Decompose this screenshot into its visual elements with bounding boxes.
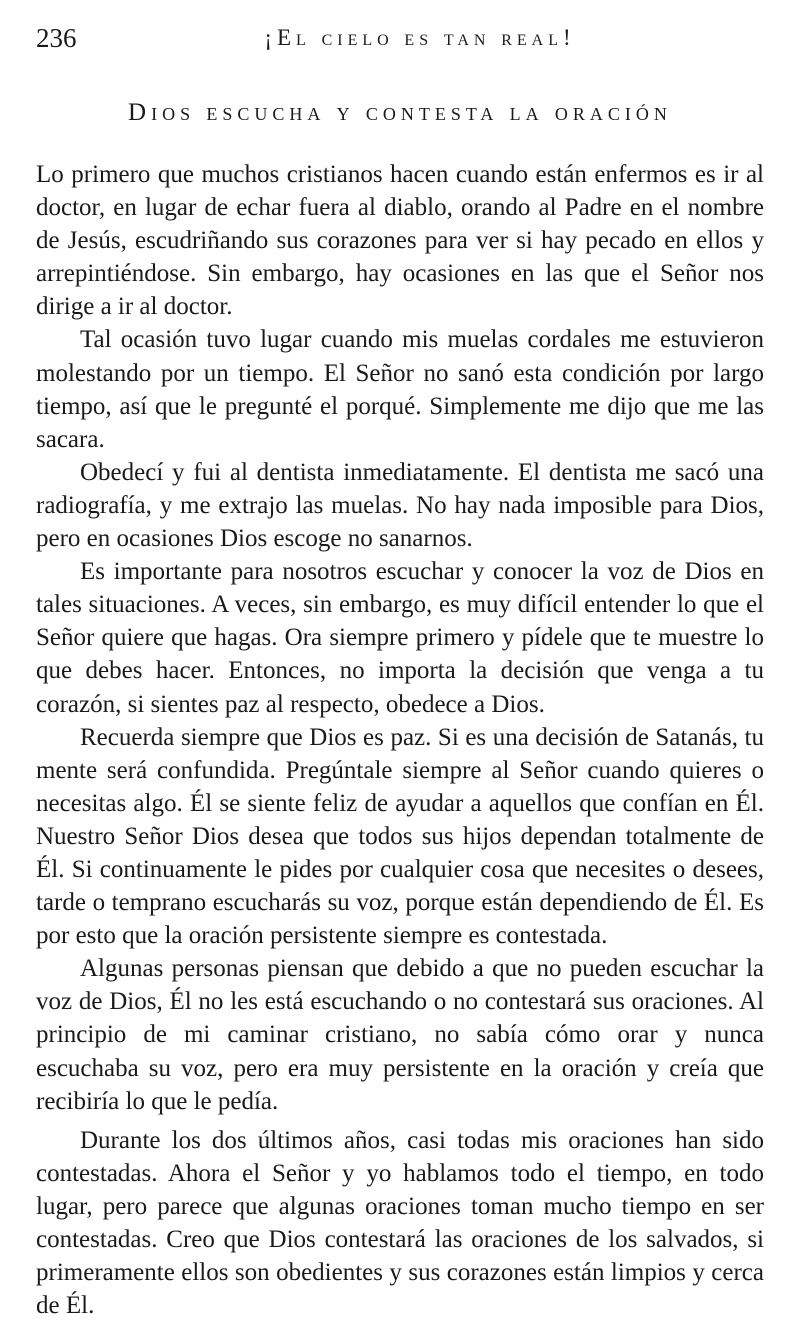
paragraph: Tal ocasión tuvo lugar cuando mis muelas cordales me estuvieron molestando por un tiempo. El Señor no sanó esta condición por largo tiempo, así que le pregunté el porqué. Simplemente me dijo que me las sacara. bbox=[36, 326, 764, 453]
paragraph: Es importante para nosotros escuchar y conocer la voz de Dios en tales situaciones. A veces, sin embargo, es muy difícil entender lo que el Señor quiere que hagas. Ora siempre primero y pídele que te muestre lo que debes hacer. Entonces, no importa la decisión que venga a tu corazón, si sientes paz al respecto, obedece a Dios. bbox=[36, 558, 764, 718]
body-text bbox=[36, 158, 764, 1322]
paragraph: Recuerda siempre que Dios es paz. Si es una decisión de Satanás, tu mente será confundida. Pregúntale siempre al Señor cuando quieres o necesitas algo. Él se siente feliz de ayudar a aquellos que confían en Él. Nuestro Señor Dios desea que todos sus hijos dependan totalmente de Él. Si continuamente le pides por cualquier cosa que necesites o desees, tarde o temprano escucharás su voz, porque están dependiendo de Él. Es por esto que la oración persistente siempre es contestada. bbox=[36, 723, 764, 950]
section-heading: Dios escucha y contesta la oración bbox=[128, 99, 672, 126]
paragraph: Obedecí y fui al dentista inmediatamente. El dentista me sacó una radiografía, y me extrajo las muelas. No hay nada imposible para Dios, pero en ocasiones Dios escoge no sanarnos. bbox=[36, 458, 764, 553]
running-head bbox=[36, 18, 764, 58]
page-number: 236 bbox=[36, 23, 77, 53]
paragraph: Durante los dos últimos años, casi todas mis oraciones han sido contestadas. Ahora el Señor y yo hablamos todo el tiempo, en todo lugar, pero parece que algunas oraciones toman mucho tiempo en ser contestadas. Creo que Dios contestará las oraciones de los salvados, si primeramente ellos son obedientes y sus corazones están limpios y cerca de Él. bbox=[36, 1126, 764, 1320]
paragraph: Lo primero que muchos cristianos hacen cuando están enfermos es ir al doctor, en lugar de echar fuera al diablo, orando al Padre en el nombre de Jesús, escudriñando sus corazones para ver si hay pecado en ellos y arrepintiéndose. Sin embargo, hay ocasiones en las que el Señor nos dirige a ir al doctor. bbox=[36, 161, 764, 321]
paragraph: Algunas personas piensan que debido a que no pueden escuchar la voz de Dios, Él no les está escuchando o no contestará sus oraciones. Al principio de mi caminar cristiano, no sabía cómo orar y nunca escuchaba su voz, pero era muy persistente en la oración y creía que recibiría lo que le pedía. bbox=[36, 955, 764, 1115]
book-title: ¡El cielo es tan real! bbox=[264, 25, 576, 50]
